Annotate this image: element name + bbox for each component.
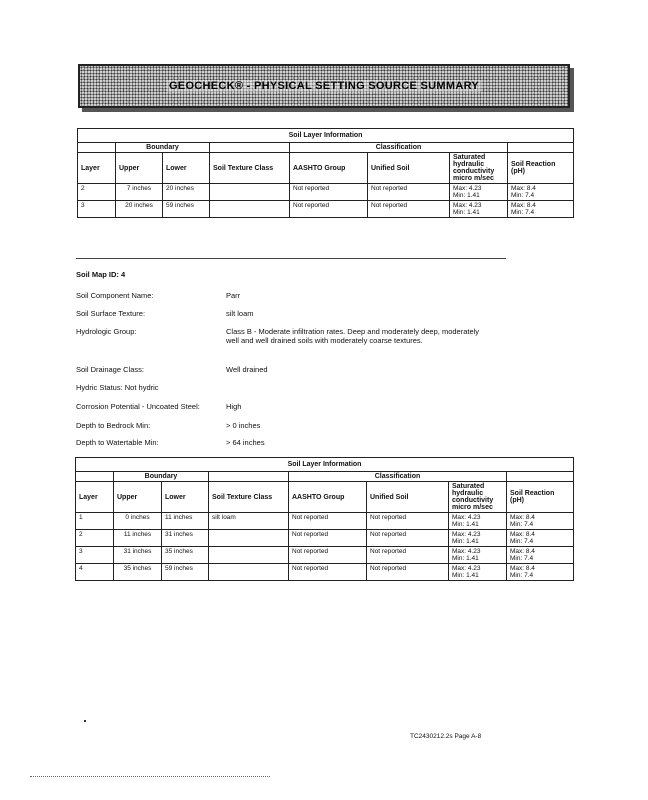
col-header: Layer	[76, 482, 114, 513]
col-header: Soil Texture Class	[209, 482, 289, 513]
layer-cell: 4	[76, 564, 114, 581]
ksat-cell	[450, 201, 508, 218]
boundary-group-header: Boundary	[114, 472, 209, 482]
aashto-cell: Not reported	[290, 201, 368, 218]
page-banner	[78, 64, 570, 108]
ph-max: Max: 8.4	[510, 565, 535, 572]
ph-max: Max: 8.4	[510, 514, 535, 521]
upper-cell: 20 inches	[116, 201, 163, 218]
ksat-cell	[449, 530, 507, 547]
table-row	[76, 530, 574, 547]
ksat-cell	[449, 564, 507, 581]
field-value: Well drained	[226, 365, 268, 374]
unified-cell: Not reported	[367, 547, 449, 564]
aashto-cell: Not reported	[290, 184, 368, 201]
ph-min: Min: 7.4	[510, 538, 534, 545]
col-header: Lower	[162, 482, 209, 513]
lower-cell: 31 inches	[162, 530, 209, 547]
ph-cell	[507, 564, 574, 581]
ph-min: Min: 7.4	[511, 209, 535, 216]
col-header: Saturated hydraulic conductivity micro m/sec	[449, 482, 507, 513]
aashto-cell: Not reported	[289, 564, 367, 581]
unified-cell: Not reported	[368, 184, 450, 201]
upper-cell: 0 inches	[114, 513, 162, 530]
ksat-max: Max: 4.23	[452, 565, 481, 572]
scan-dotted-line	[30, 776, 270, 777]
unified-cell: Not reported	[368, 201, 450, 218]
field-key: Soil Drainage Class:	[76, 365, 144, 374]
ksat-min: Min: 1.41	[452, 572, 479, 579]
upper-cell: 35 inches	[114, 564, 162, 581]
layer-cell: 1	[76, 513, 114, 530]
texture-cell: silt loam	[209, 513, 289, 530]
soil-map-id: Soil Map ID: 4	[76, 270, 126, 279]
col-header: Soil Texture Class	[210, 153, 290, 184]
ph-min: Min: 7.4	[511, 192, 535, 199]
field-key: Hydrologic Group:	[76, 327, 137, 336]
col-header: Unified Soil	[368, 153, 450, 184]
lower-cell: 59 inches	[163, 201, 210, 218]
col-header: Upper	[116, 153, 163, 184]
ksat-cell	[449, 547, 507, 564]
aashto-cell: Not reported	[289, 530, 367, 547]
field-value: Parr	[226, 291, 241, 300]
classification-group-header: Classification	[290, 143, 508, 153]
texture-cell	[210, 201, 290, 218]
table-row	[78, 184, 574, 201]
classification-group-header: Classification	[289, 472, 507, 482]
field-key: Hydric Status: Not hydric	[76, 383, 159, 392]
ksat-max: Max: 4.23	[452, 514, 481, 521]
boundary-group-header: Boundary	[116, 143, 210, 153]
texture-cell	[209, 547, 289, 564]
col-header: Lower	[163, 153, 210, 184]
table-row	[76, 513, 574, 530]
ph-max: Max: 8.4	[511, 185, 536, 192]
section-divider	[76, 258, 506, 259]
ksat-min: Min: 1.41	[453, 209, 480, 216]
ksat-min: Min: 1.41	[453, 192, 480, 199]
aashto-cell: Not reported	[289, 547, 367, 564]
lower-cell: 59 inches	[162, 564, 209, 581]
col-header: Upper	[114, 482, 162, 513]
field-value: High	[226, 402, 242, 411]
ksat-max: Max: 4.23	[452, 548, 481, 555]
ph-cell	[507, 530, 574, 547]
ph-cell	[508, 201, 574, 218]
ksat-max: Max: 4.23	[453, 202, 482, 209]
ph-max: Max: 8.4	[510, 548, 535, 555]
ksat-min: Min: 1.41	[452, 521, 479, 528]
field-value: > 64 inches	[226, 438, 265, 447]
ksat-max: Max: 4.23	[452, 531, 481, 538]
table-caption: Soil Layer Information	[76, 458, 574, 472]
soil-layer-table-2	[75, 457, 574, 581]
layer-cell: 3	[76, 547, 114, 564]
soil-layer-table-1	[77, 128, 574, 218]
page-footer: TC2430212.2s Page A-8	[410, 733, 482, 740]
layer-cell: 2	[78, 184, 116, 201]
ksat-cell	[450, 184, 508, 201]
ph-max: Max: 8.4	[510, 531, 535, 538]
field-key: Soil Component Name:	[76, 291, 154, 300]
lower-cell: 11 inches	[162, 513, 209, 530]
scan-speck	[84, 720, 86, 722]
texture-cell	[209, 564, 289, 581]
col-header: AASHTO Group	[289, 482, 367, 513]
unified-cell: Not reported	[367, 564, 449, 581]
field-key: Soil Surface Texture:	[76, 309, 146, 318]
table-row	[76, 547, 574, 564]
ksat-cell	[449, 513, 507, 530]
ksat-min: Min: 1.41	[452, 555, 479, 562]
texture-cell	[209, 530, 289, 547]
col-header: Unified Soil	[367, 482, 449, 513]
field-key: Depth to Bedrock Min:	[76, 421, 151, 430]
table-caption: Soil Layer Information	[78, 129, 574, 143]
upper-cell: 31 inches	[114, 547, 162, 564]
page-title: GEOCHECK® - PHYSICAL SETTING SOURCE SUMMARY	[168, 80, 480, 92]
upper-cell: 11 inches	[114, 530, 162, 547]
unified-cell: Not reported	[367, 513, 449, 530]
lower-cell: 20 inches	[163, 184, 210, 201]
ksat-min: Min: 1.41	[452, 538, 479, 545]
layer-cell: 2	[76, 530, 114, 547]
col-header: AASHTO Group	[290, 153, 368, 184]
ph-cell	[508, 184, 574, 201]
table-row	[76, 564, 574, 581]
field-value: > 0 inches	[226, 421, 261, 430]
field-value: Class B - Moderate infiltration rates. Deep and moderately deep, moderately well and well drained soils with moderately coarse textures.	[226, 327, 480, 345]
layer-cell: 3	[78, 201, 116, 218]
upper-cell: 7 inches	[116, 184, 163, 201]
table-row	[78, 201, 574, 218]
col-header: Saturated hydraulic conductivity micro m/sec	[450, 153, 508, 184]
ph-cell	[507, 547, 574, 564]
ph-min: Min: 7.4	[510, 521, 534, 528]
texture-cell	[210, 184, 290, 201]
ph-min: Min: 7.4	[510, 572, 534, 579]
field-value: silt loam	[226, 309, 254, 318]
col-header: Soil Reaction (pH)	[507, 482, 574, 513]
ksat-max: Max: 4.23	[453, 185, 482, 192]
ph-max: Max: 8.4	[511, 202, 536, 209]
unified-cell: Not reported	[367, 530, 449, 547]
ph-min: Min: 7.4	[510, 555, 534, 562]
ph-cell	[507, 513, 574, 530]
field-key: Depth to Watertable Min:	[76, 438, 159, 447]
col-header: Soil Reaction (pH)	[508, 153, 574, 184]
field-key: Corrosion Potential - Uncoated Steel:	[76, 402, 200, 411]
col-header: Layer	[78, 153, 116, 184]
aashto-cell: Not reported	[289, 513, 367, 530]
lower-cell: 35 inches	[162, 547, 209, 564]
